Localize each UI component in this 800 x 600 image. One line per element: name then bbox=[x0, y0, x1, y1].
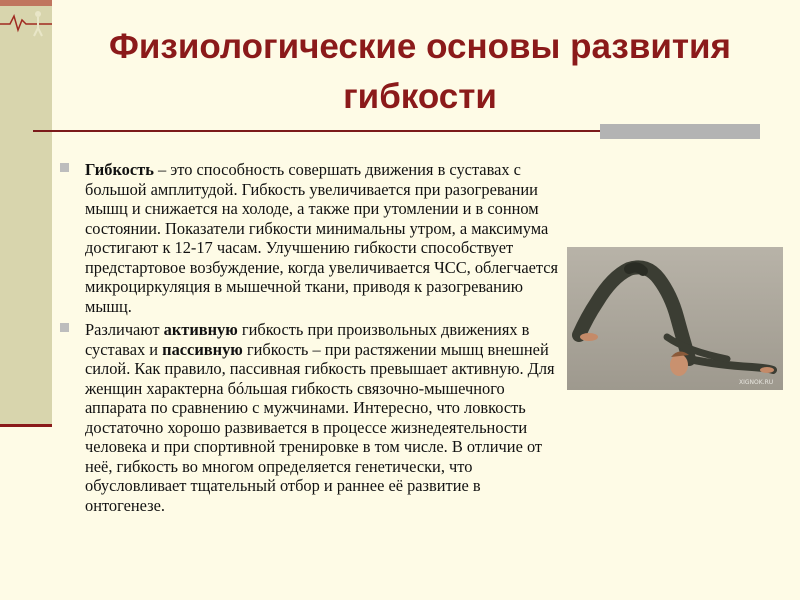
corner-heartbeat-graphic bbox=[0, 0, 52, 38]
slide-title bbox=[60, 22, 780, 122]
bullet-paragraph-definition bbox=[60, 160, 560, 316]
definition-text: – это способность совершать движения в суставах с большой амплитудой. Гибкость увеличивается при разогревании мышц и снижается на холоде, а также при утомлении и в сонном состоянии. Показатели гибкости минимальны утром, а максимума достигают к 12-17 часам. Улучшению гибкости способствует предстартовое возбуждение, когда увеличивается ЧСС, облегчается микроциркуляция в мышечной ткани, приводя к разогреванию мышц. bbox=[85, 160, 559, 316]
slide-body bbox=[60, 160, 560, 519]
slide-title-line1: Физиологические основы развития bbox=[109, 27, 731, 66]
term-passive: пассивную bbox=[162, 339, 243, 359]
types-text-part2: гибкость при произвольных движениях в суставах и bbox=[85, 320, 530, 359]
term-active: активную bbox=[163, 320, 238, 339]
bullet-paragraph-types bbox=[60, 320, 560, 515]
gymnast-photo bbox=[567, 247, 783, 390]
photo-watermark: XIGNOK.RU bbox=[739, 379, 774, 386]
types-text-part1: Различают bbox=[85, 320, 164, 339]
left-strip-underline bbox=[0, 424, 52, 427]
title-underline-gray-block bbox=[600, 124, 760, 139]
term-flexibility: Гибкость bbox=[85, 160, 154, 179]
square-bullet-icon bbox=[60, 323, 69, 332]
types-text-part3: гибкость – при растяжении мышц внешней силой. Как правило, пассивная гибкость превышает активную. Для женщин характерна бóльшая гибкость связочно-мышечного аппарата по сравнению с мужчинами. Интересно, что ловкость достаточно хорошо развивается в процессе жизнедеятельности человека и при спортивной тренировке в том числе. В отличие от неё, гибкость во многом определяется генетически, что обусловливает тщательный отбор и раннее её развитие в онтогенезе. bbox=[85, 339, 555, 515]
slide-title-line2: гибкости bbox=[343, 77, 497, 116]
left-decorative-strip bbox=[0, 0, 52, 426]
square-bullet-icon bbox=[60, 163, 69, 172]
